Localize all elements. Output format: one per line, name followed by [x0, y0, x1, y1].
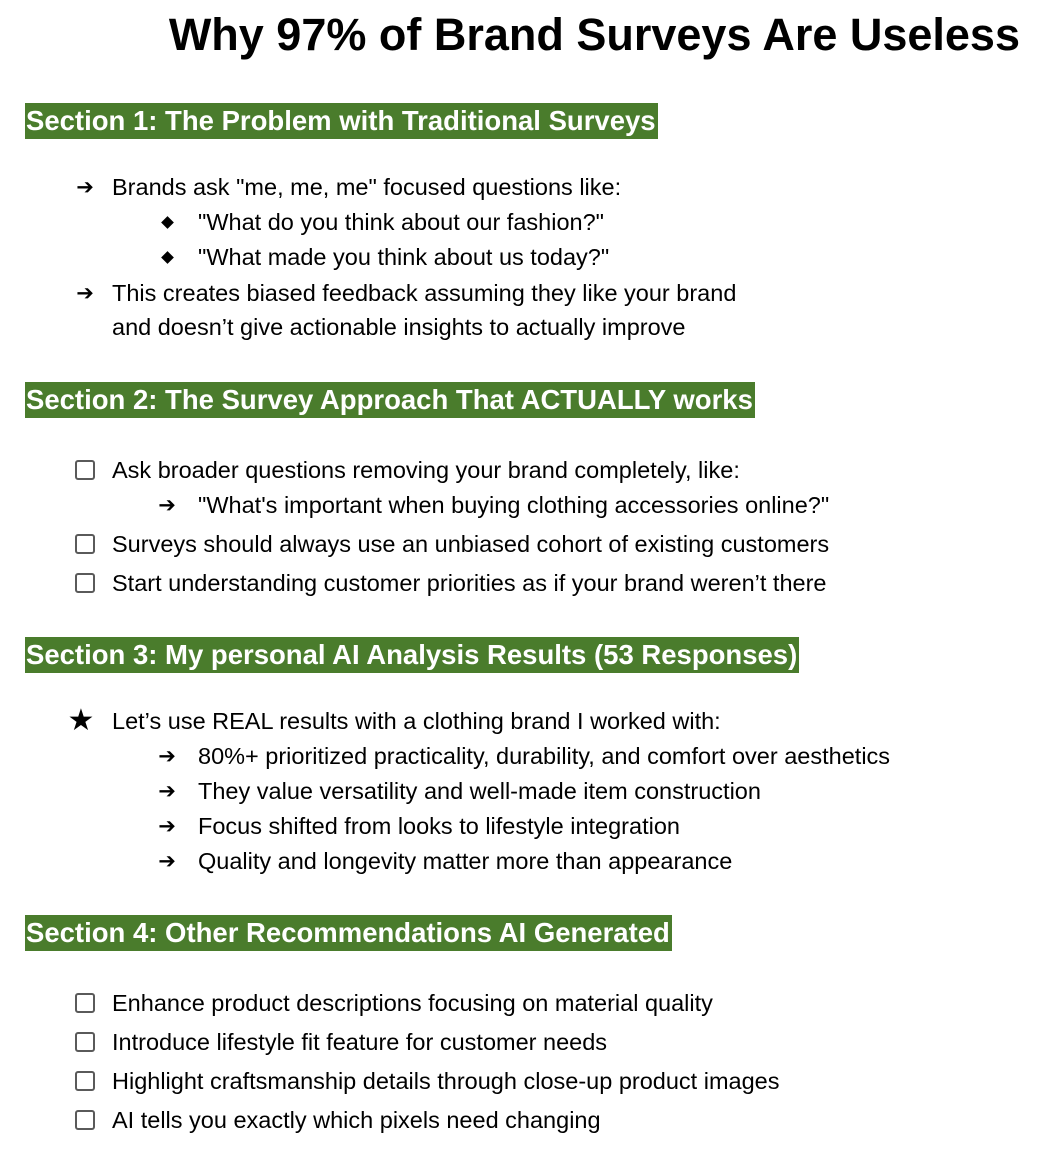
item-text: Start understanding customer priorities as if your brand weren’t there	[112, 570, 827, 596]
item-text: Ask broader questions removing your brand completely, like:	[112, 457, 740, 483]
arrow-icon: ➔	[158, 848, 176, 873]
arrow-icon: ➔	[76, 174, 94, 199]
item-text: Focus shifted from looks to lifestyle integration	[198, 813, 680, 839]
item-text: Let’s use REAL results with a clothing brand I worked with:	[112, 708, 721, 734]
diamond-bullet-icon	[152, 205, 182, 239]
diamond-bullet-icon	[152, 240, 182, 274]
section-1-heading: Section 1: The Problem with Traditional Surveys	[25, 103, 658, 139]
item-text: Quality and longevity matter more than appearance	[198, 848, 733, 874]
item-text: This creates biased feedback assuming they like your brand	[112, 280, 737, 306]
page-title: Why 97% of Brand Surveys Are Useless	[168, 9, 1020, 60]
item-text: "What's important when buying clothing accessories online?"	[198, 492, 830, 518]
item-text: and doesn’t give actionable insights to actually improve	[112, 314, 686, 340]
arrow-icon: ➔	[76, 280, 94, 305]
item-text: "What made you think about us today?"	[198, 244, 610, 270]
item-text: AI tells you exactly which pixels need changing	[112, 1107, 601, 1133]
item-text: Enhance product descriptions focusing on material quality	[112, 990, 713, 1016]
arrow-icon: ➔	[158, 743, 176, 768]
item-text: Brands ask "me, me, me" focused questions like:	[112, 174, 622, 200]
checkbox-icon[interactable]	[75, 993, 95, 1013]
checkbox-icon[interactable]	[75, 534, 95, 554]
section-2-heading: Section 2: The Survey Approach That ACTUALLY works	[25, 382, 755, 418]
item-text: Introduce lifestyle fit feature for customer needs	[112, 1029, 608, 1055]
checkbox-icon[interactable]	[75, 573, 95, 593]
arrow-icon: ➔	[158, 778, 176, 803]
section-3-heading: Section 3: My personal AI Analysis Results (53 Responses)	[25, 637, 799, 673]
item-text: Highlight craftsmanship details through close-up product images	[112, 1068, 780, 1094]
checkbox-icon[interactable]	[75, 460, 95, 480]
checkbox-icon[interactable]	[75, 1071, 95, 1091]
item-text: 80%+ prioritized practicality, durability, and comfort over aesthetics	[198, 743, 891, 769]
section-4-heading: Section 4: Other Recommendations AI Generated	[25, 915, 672, 951]
checkbox-icon[interactable]	[75, 1032, 95, 1052]
arrow-icon: ➔	[158, 492, 176, 517]
item-text: They value versatility and well-made item construction	[198, 778, 761, 804]
star-icon: ★	[67, 703, 95, 738]
item-text: "What do you think about our fashion?"	[198, 209, 604, 235]
arrow-icon: ➔	[158, 813, 176, 838]
checkbox-icon[interactable]	[75, 1110, 95, 1130]
item-text: Surveys should always use an unbiased cohort of existing customers	[112, 531, 830, 557]
